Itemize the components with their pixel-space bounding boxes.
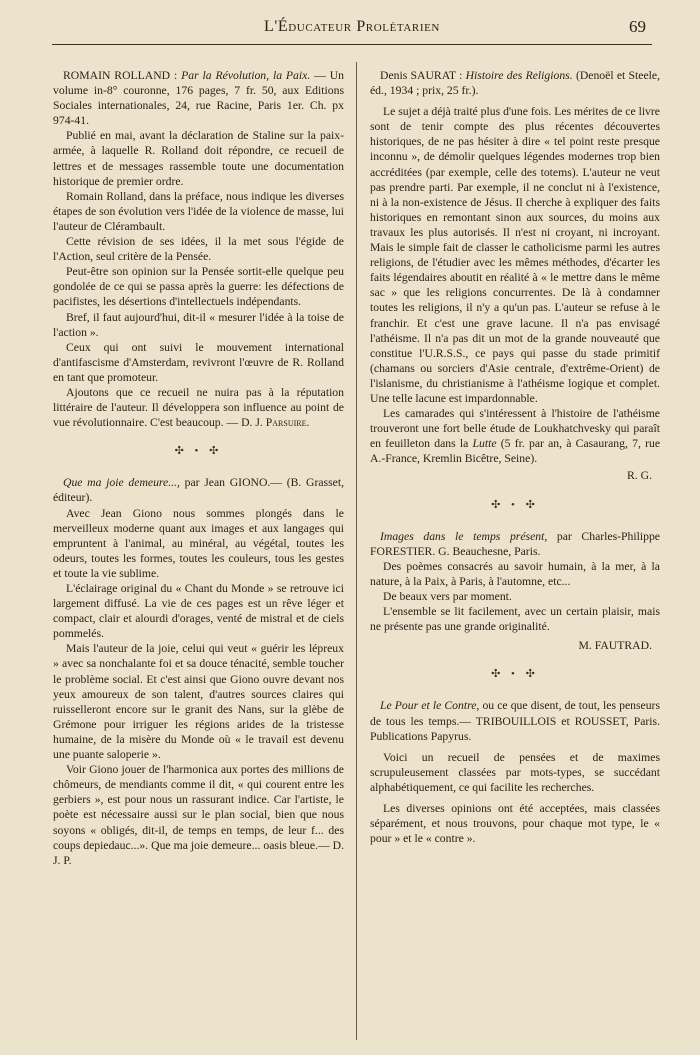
review-paragraph: L'ensemble se lit facilement, avec un certain plaisir, mais ne présente pas une grande originalité. — [370, 605, 660, 634]
review-forestier — [370, 529, 660, 654]
review-paragraph: Publié en mai, avant la déclaration de Staline sur la paix-armée, à laquelle R. Rolland doit répondre, ce recueil de lettres et de messages rassemble toute une documentation historique de premier ordre. — [53, 129, 344, 188]
review-paragraph: Romain Rolland, dans la préface, nous indique les diverses étapes de son évolution vers l'idée de la violence de masse, lui l'auteur de Clérambault. — [53, 189, 344, 233]
review-paragraph: Des poèmes consacrés au savoir humain, à la mer, à la nature, à la Paix, à Paris, à l'automne, etc... — [370, 559, 660, 588]
review-title: Que ma joie demeure..., — [63, 476, 180, 490]
review-paragraph — [53, 385, 344, 430]
review-paragraph: Cette révision de ses idées, il la met sous l'égide de l'Action, seul critère de la Pensée. — [53, 235, 344, 264]
page-header — [52, 14, 652, 45]
review-paragraph: L'éclairage original du « Chant du Monde » se retrouve ici largement diffusé. La vie de ces pages est un rêve léger et compact, clair et alourdi d'orages, venté de mistral et de ciels pommelés. — [53, 582, 344, 641]
review-author: ROMAIN ROLLAND — [63, 69, 171, 82]
review-text: Ajoutons que ce recueil ne nuira pas à la réputation littéraire de l'auteur. Il développera son influence au point de vue révolutionnaire. C'est beaucoup. — [53, 385, 344, 430]
review-biblio: — Un volume in-8° couronne, 176 pages, 7 fr. 50, aux Editions Sociales internationales, 24, rue Racine, Paris 1er. Ch. px 974-41. — [53, 69, 345, 128]
review-author: Denis SAURAT — [380, 69, 456, 82]
section-separator: ✣ • ✣ — [491, 498, 539, 511]
left-column — [53, 68, 344, 868]
review-paragraph: Le sujet a déjà traité plus d'une fois. Les mérites de ce livre sont de tenir compte des plus récentes découvertes historiques, de ne pas hésiter à dire « tel point reste presque inconnu », de démolir quelques légendes modernes trop bien accréditées (par exemple, celle des totems). L'auteur ne veut pas prendre parti. Par exemple, il ne conclut ni à l'existence, ni à la non-existence de Jésus. Il cherche à expliquer des faits historiques en remontant sinon aux sources, du moins aux travaux les plus autorisés. Il n'est ni croyant, ni incroyant. Mais le simple fait de classer le catholicisme parmi les autres religions, de l'étudier avec les mêmes méthodes, d'écarter les faits légendaires aboutit en réalité à « le mettre dans le même sac » que les religions concurrentes. De là à condamner toutes les religions, il n'y a qu'un pas. L'auteur se refuse à le franchir. Et c'est une grave lacune. Il n'a pas envisagé l'athéisme. Il n'a pas dit un mot de la grande nouveauté que constitue l'U.R.S.S., ce pays qui passe du stade primitif (chamans ou sorciers d'Asie centrale, d'extrême-Orient) de l'islanisme, du christianisme à l'athéisme logique et complet. Une telle lacune est impardonnable. — [370, 105, 660, 405]
running-title: L'Éducateur Prolétarien — [264, 18, 440, 35]
review-heading — [53, 475, 344, 505]
review-paragraph: Bref, il faut aujourd'hui, dit-il « mesurer l'idée à la toise de l'action ». — [53, 310, 344, 339]
review-paragraph: Les diverses opinions ont été acceptées, mais classées séparément, et nous trouvons, pour chaque mot type, le « pour » et le « contre ». — [370, 802, 660, 846]
review-saurat — [370, 68, 660, 484]
review-rolland — [53, 68, 344, 430]
review-title: Le Pour et le Contre, — [380, 699, 480, 713]
review-title: Images dans le temps présent, — [380, 529, 548, 543]
newspaper-title: Lutte — [472, 437, 497, 451]
column-divider — [356, 62, 357, 1040]
review-text: Les camarades qui s'intéressent à l'histoire de l'athéisme trouveront une fort belle étude de Loukhatchvesky qui paraît en feuilleton dans la — [370, 407, 660, 451]
page-number: 69 — [629, 17, 646, 36]
review-paragraph — [370, 406, 660, 466]
review-signature: R. G. — [626, 469, 652, 483]
review-paragraph: Peut-être son opinion sur la Pensée sortit-elle quelque peu gondolée de ce qui se passa après la guerre: les défections de pacifistes, les désertions d'intellectuels indépendants. — [53, 265, 344, 309]
review-heading: ROMAIN ROLLAND : Par la Révolution, la Paix. — Un volume in-8° couronne, 176 pages, 7 fr. 50, aux Editions Sociales internationales, 24, rue Racine, Paris 1er. Ch. px 974-41. — [53, 69, 345, 128]
review-signature: M. FAUTRAD. — [578, 639, 652, 653]
review-pour-contre — [370, 698, 660, 846]
review-heading — [370, 529, 660, 559]
review-text: (5 fr. par an, à Casaurang, 7, rue A.-France, Kremlin Bicêtre, Seine). — [370, 437, 661, 466]
review-paragraph: Voici un recueil de pensées et de maximes scrupuleusement classées par mots-types, se succédant alphabétiquement, ce qui facilite les recherches. — [370, 750, 660, 794]
section-separator: ✣ • ✣ — [174, 445, 223, 458]
review-byline: par Jean GIONO.— (B. Grasset, éditeur). — [53, 476, 344, 505]
section-separator: ✣ • ✣ — [491, 668, 539, 681]
review-paragraph: Voir Giono jouer de l'harmonica aux portes des millions de chômeurs, de mendiants comme il dit, « qui courent entre les gerbiers », est pour nous un rassurant indice. Car l'artiste, le poète est nécessaire aussi sur le plan social, bien que nous soyons « obligés, dit-il, de temps en temps, de leur f... des coups depiedauc...». Que ma joie demeure... oasis bleue.— D. J. P. — [53, 763, 344, 867]
review-heading — [370, 698, 660, 743]
review-title: Par la Révolution, la Paix. — [181, 69, 311, 82]
right-column — [370, 68, 660, 846]
review-giono — [53, 475, 344, 867]
review-byline: par Charles-Philippe FORESTIER. G. Beauchesne, Paris. — [370, 529, 660, 558]
review-paragraph: Avec Jean Giono nous sommes plongés dans le merveilleux moderne quant aux images et aux langages qui empruntent à l'animal, au minéral, au végétal, toutes les odeurs, toutes les formes, toutes les couleurs, tous les gestes et toute la vie sublime. — [53, 506, 344, 580]
review-title: Histoire des Religions. — [465, 69, 573, 82]
review-paragraph: Mais l'auteur de la joie, celui qui veut « guérir les lépreux » avec sa nonchalante foi et sa douce ténacité, semble toucher le problème social. Et c'est ainsi que Giono ouvre devant nos yeux amoureux de son talent, d'autres sources claires qui ruisselleront encore sur le granit des Nans, sur la glèbe de Grémone pour irriguer les régions arides de la tristesse humaine, de la misère du Monde où « le travail est devenu une puante saloperie ». — [53, 642, 344, 762]
review-paragraph: Ceux qui ont suivi le mouvement international d'antifascisme d'Amsterdam, revivront l'œuvre de R. Rolland en tant que promoteur. — [53, 340, 344, 384]
review-signature: — D. J. Parsuire. — [226, 416, 310, 430]
review-paragraph: De beaux vers par moment. — [383, 590, 512, 603]
review-byline: ou ce que disent, de tout, les penseurs de tous les temps.— TRIBOUILLOIS et ROUSSET, Paris. Publications Papyrus. — [370, 699, 660, 743]
review-biblio: (Denoël et Steele, éd., 1934 ; prix, 25 fr.). — [370, 69, 661, 98]
review-heading: Denis SAURAT : Histoire des Religions. (Denoël et Steele, éd., 1934 ; prix, 25 fr.). — [370, 69, 661, 98]
